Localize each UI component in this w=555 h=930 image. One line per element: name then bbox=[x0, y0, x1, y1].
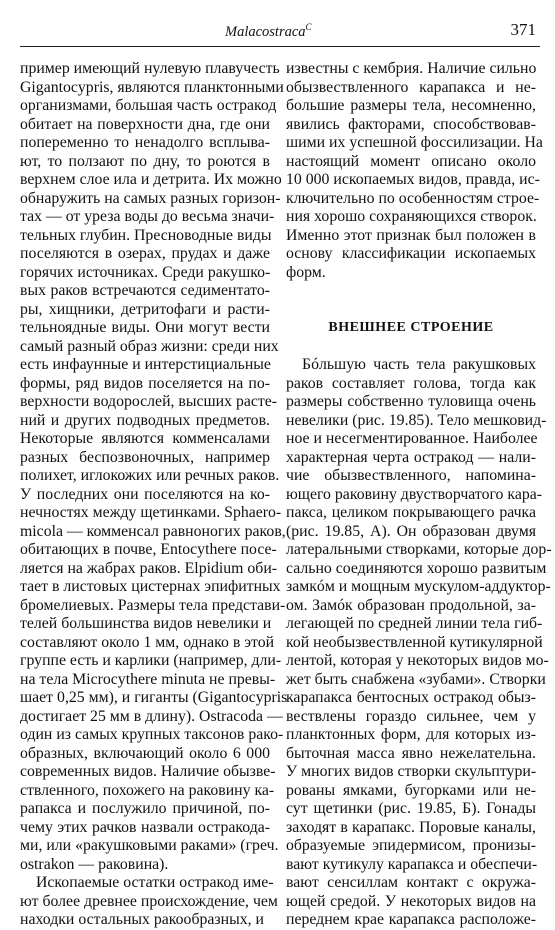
text-line: латеральными створками, которые дор- bbox=[286, 541, 552, 558]
text-line: micola — комменсал равноногих раков, bbox=[20, 522, 286, 540]
text-line: находки остальных ракообразных, и bbox=[20, 911, 264, 928]
text-line: ostrakon — раковина). bbox=[20, 855, 169, 873]
text-line: ний и других подводных предметов. bbox=[20, 411, 270, 429]
text-line: чему этих рачков назвали остракода- bbox=[20, 818, 270, 836]
text-line: жет быть снабжена «зубами». Створки bbox=[286, 670, 546, 688]
text-line: ключительно по особенностям строе- bbox=[286, 189, 540, 207]
text-line: чие обызвествленного, напомина- bbox=[286, 467, 536, 484]
text-line: ствленного, похожего на раковину ка- bbox=[20, 781, 275, 799]
text-line: ющей средой. У некоторых видов на bbox=[286, 892, 536, 910]
text-line: обитающих в почве, Entocythere посе- bbox=[20, 541, 277, 558]
text-line: на тела Microcythere minuta не превы- bbox=[20, 670, 276, 688]
text-line: У последних они поселяются на ко- bbox=[20, 485, 270, 503]
text-line: ное и несегментированное. Наиболее bbox=[286, 430, 538, 447]
text-line: Gigantocypris, являются планктонными bbox=[20, 78, 284, 96]
text-line: ляется на жабрах раков. Elpidium оби- bbox=[20, 559, 278, 577]
text-line: настоящий момент описано около bbox=[286, 152, 536, 170]
page-header bbox=[20, 20, 540, 48]
text-line: характерная черта остракод — нали- bbox=[286, 448, 536, 466]
text-line: рапакса и послужило причиной, по- bbox=[20, 800, 270, 817]
text-line: есть инфаунные и интерстициальные bbox=[20, 356, 271, 373]
text-line: самый разный образ жизни: среди них bbox=[20, 337, 279, 355]
text-line: шает 0,25 мм), и гиганты (Gigantocypris bbox=[20, 689, 288, 706]
spacer bbox=[286, 282, 536, 301]
spacer bbox=[286, 338, 536, 357]
text-line: полихет, иглокожих или речных раков. bbox=[20, 467, 280, 484]
text-line: раков составляет голова, тогда как bbox=[286, 374, 536, 392]
text-line: вествлены гораздо сильнее, чем у bbox=[286, 707, 536, 725]
text-line: размеры собственно туловища очень bbox=[286, 393, 536, 410]
text-line: сально соединяются хорошо развитым bbox=[286, 559, 547, 577]
left-column bbox=[20, 60, 288, 930]
text-line: тельных глубин. Пресноводные виды bbox=[20, 226, 272, 244]
text-line: карапакса бентосных остракод обыз- bbox=[286, 689, 536, 706]
text-line: Именно этот признак был положен в bbox=[286, 226, 536, 244]
text-line: Бóльшую часть тела ракушковых bbox=[302, 356, 536, 373]
text-line: заходят в карапакс. Поровые каналы, bbox=[286, 818, 536, 836]
text-line: обнаружить на самых разных горизон- bbox=[20, 189, 281, 207]
text-line: образуемые эпидермисом, пронизы- bbox=[286, 837, 536, 854]
text-line: быточная масса явно нежелательна. bbox=[286, 744, 536, 762]
text-line: явились факторами, способствовав- bbox=[286, 115, 536, 133]
text-line: тах — от уреза воды до весьма значи- bbox=[20, 208, 275, 225]
text-line: сут щетинки (рис. 19.85, Б). Гонады bbox=[286, 800, 536, 817]
text-line: пример имеющий нулевую плавучесть bbox=[20, 60, 280, 77]
text-line: пакса, целиком покрывающего рачка bbox=[286, 504, 536, 521]
text-line: группе есть и карлики (например, дли- bbox=[20, 652, 282, 669]
text-line: шими их успешной фоссилизации. На bbox=[286, 134, 543, 151]
header-rule bbox=[20, 46, 540, 47]
text-line: ющего раковину двустворчатого карa- bbox=[286, 485, 543, 503]
text-line: ют более древнее происхождение, чем bbox=[20, 892, 278, 910]
text-line: У многих видов створки скульптури- bbox=[286, 763, 537, 780]
text-line: лентой, которая у некоторых видов мо- bbox=[286, 652, 549, 669]
text-line: горячих источниках. Среди ракушко- bbox=[20, 263, 271, 281]
text-line: кой необызвествленной кутикулярной bbox=[286, 633, 543, 651]
section-heading: ВНЕШНЕЕ СТРОЕНИЕ bbox=[328, 320, 494, 335]
text-line: вых раков встречаются седиментато- bbox=[20, 282, 270, 299]
text-line: Некоторые являются комменсалами bbox=[20, 430, 270, 447]
text-line: 10 000 ископаемых видов, правда, ис- bbox=[286, 171, 540, 188]
text-line: вают кутикулу карапакса и обеспечи- bbox=[286, 855, 538, 873]
text-line: вают сенсиллам контакт с окружа- bbox=[286, 874, 536, 891]
text-line: форм. bbox=[286, 263, 326, 281]
text-line: один из самых крупных таксонов рако- bbox=[20, 726, 284, 743]
text-line: переднем крае карапакса расположе- bbox=[286, 911, 536, 928]
text-line: обитает на поверхности дна, где они bbox=[20, 115, 270, 133]
text-line: разных беспозвоночных, например bbox=[20, 448, 270, 466]
running-head: Malacostraca$^C$ bbox=[225, 22, 312, 40]
text-line: ми, или «ракушковыми раками» (греч. bbox=[20, 837, 279, 854]
right-column-top-text bbox=[286, 60, 543, 282]
text-line: тает в листовых цистернах эпифитных bbox=[20, 578, 281, 595]
text-line: ния хорошо сохраняющихся створок. bbox=[286, 208, 537, 225]
text-line: известны с кембрия. Наличие сильно bbox=[286, 60, 537, 77]
text-line: ры, хищники, детритофаги и расти- bbox=[20, 300, 270, 318]
running-head-superscript: C bbox=[305, 22, 312, 32]
text-line: нечностях между щетинками. Sphaero- bbox=[20, 504, 282, 521]
right-column bbox=[286, 60, 552, 930]
text-line: тельноядные виды. Они могут вести bbox=[20, 319, 270, 336]
text-line: Ископаемые остатки остракод име- bbox=[36, 874, 274, 891]
text-line: замкóм и мощным мускулом-аддуктор- bbox=[286, 578, 551, 595]
text-line: бромелиевых. Размеры тела представи- bbox=[20, 596, 286, 614]
text-line: невелики (рис. 19.85). Тело мешковид- bbox=[286, 411, 547, 429]
text-line: основу классификации ископаемых bbox=[286, 245, 536, 262]
page-number: 371 bbox=[510, 20, 536, 39]
text-line: верхности водорослей, высших расте- bbox=[20, 393, 278, 410]
text-line: составляют около 1 мм, однако в этой bbox=[20, 633, 275, 651]
right-column-bottom-text bbox=[286, 356, 552, 930]
text-line: ют, то ползают по дну, то роются в bbox=[20, 152, 270, 170]
text-line: организмами, большая часть остракод bbox=[20, 97, 277, 114]
text-line: достигает 25 мм в длину). Ostracoda — bbox=[20, 707, 283, 725]
text-line: большие размеры тела, несомненно, bbox=[286, 97, 536, 114]
text-line: образных, включающий около 6 000 bbox=[20, 744, 270, 762]
text-line: верхнем слое ила и детрита. Их можно bbox=[20, 171, 282, 188]
text-line: рованы ямками, бугорками или не- bbox=[286, 781, 536, 799]
spacer bbox=[286, 301, 536, 320]
text-line: легающей по средней линии тела гиб- bbox=[286, 615, 543, 632]
text-line: ом. Замóк образован продольной, за- bbox=[286, 596, 536, 614]
text-line: современных видов. Наличие обызве- bbox=[20, 763, 276, 780]
text-line: поселяются в озерах, прудах и даже bbox=[20, 245, 270, 262]
text-line: (рис. 19.85, А). Он образован двумя bbox=[286, 522, 536, 540]
text-line: телей большинства видов невелики и bbox=[20, 615, 272, 632]
text-line: планктонных форм, для которых из- bbox=[286, 726, 536, 743]
text-line: формы, ряд видов поселяется на по- bbox=[20, 374, 270, 392]
text-line: обызвествленного карапакса и не- bbox=[286, 78, 536, 96]
text-line: попеременно то ненадолго всплыва- bbox=[20, 134, 270, 151]
